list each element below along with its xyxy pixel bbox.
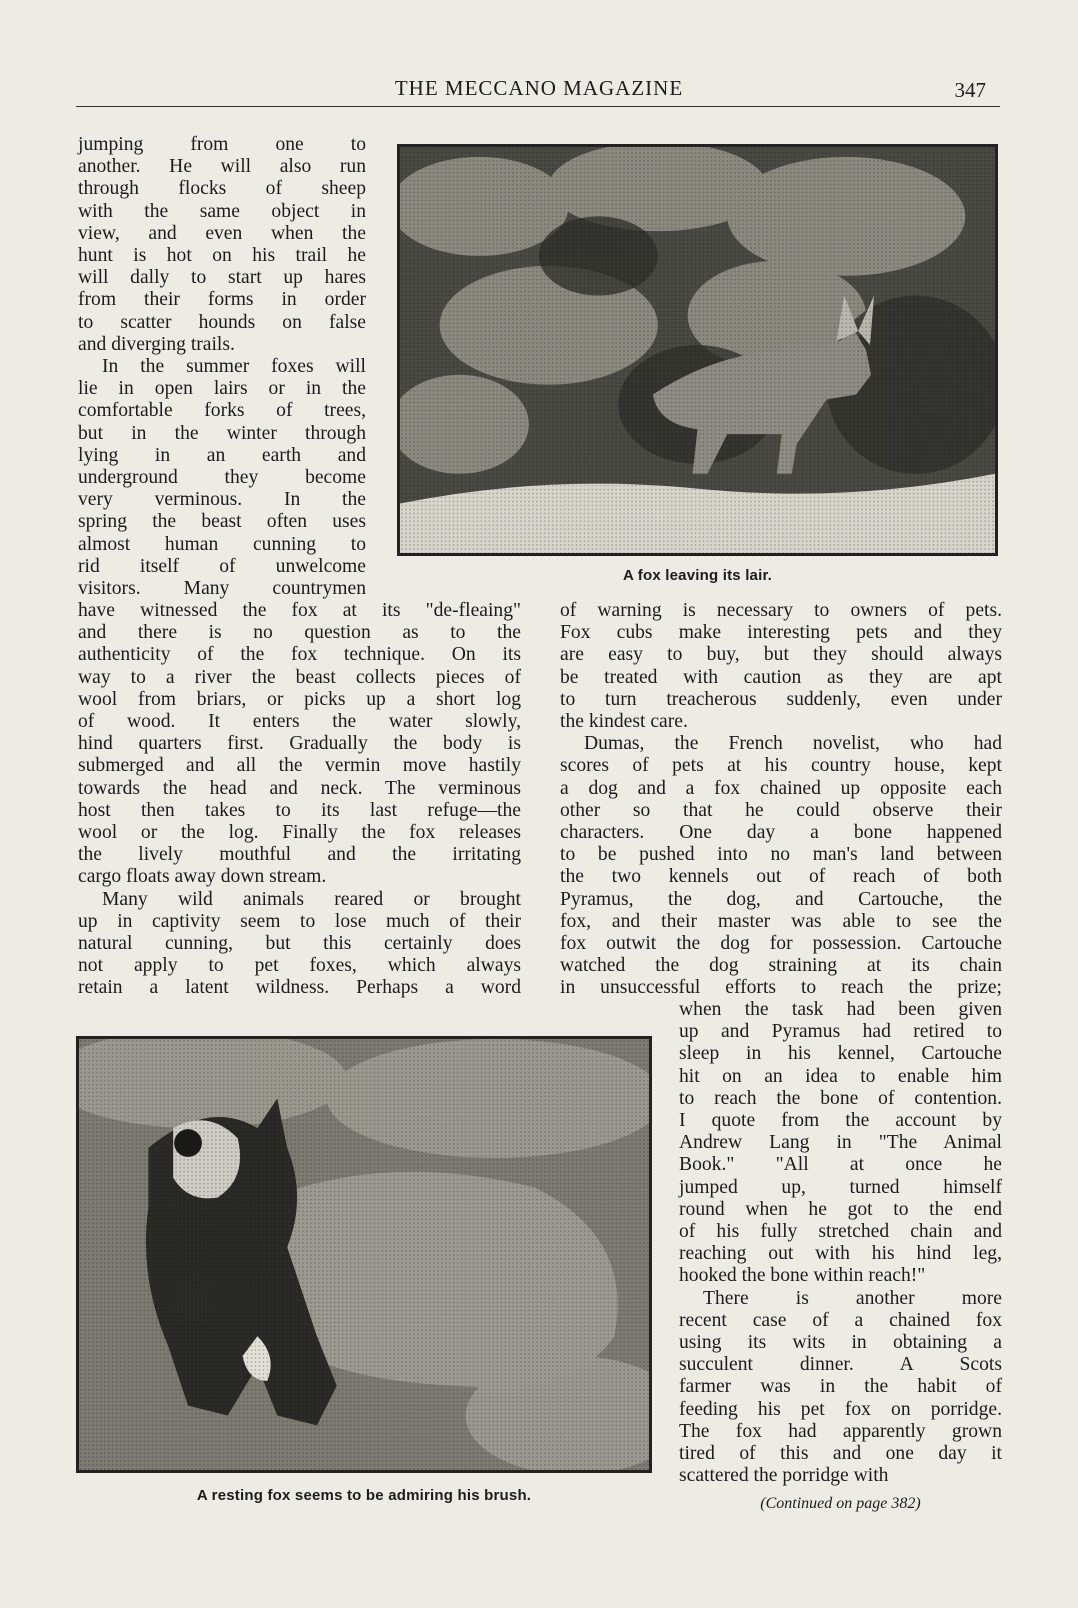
text-line: I quote from the account by bbox=[679, 1110, 1002, 1132]
text-line: the two kennels out of reach of both bbox=[560, 866, 1002, 888]
text-line: comfortable forks of trees, bbox=[78, 400, 366, 422]
text-line: of wood. It enters the water slowly, bbox=[78, 711, 521, 733]
text-line: other so that he could observe their bbox=[560, 799, 1002, 821]
text-line: jumping from one to bbox=[78, 134, 366, 155]
text-line: and there is no question as to the bbox=[78, 622, 521, 644]
text-line: hooked the bone within reach!" bbox=[679, 1265, 926, 1287]
text-line: in unsuccessful efforts to reach the prize; bbox=[560, 977, 1002, 999]
text-line: tired of this and one day it bbox=[679, 1443, 1002, 1465]
text-line: scattered the porridge with bbox=[679, 1465, 889, 1487]
text-line: almost human cunning to bbox=[78, 533, 366, 555]
text-line: underground they become bbox=[78, 467, 366, 489]
resting-fox-photo bbox=[76, 1036, 652, 1473]
text-line: but in the winter through bbox=[78, 422, 366, 444]
text-line: the kindest care. bbox=[560, 711, 688, 733]
text-line: hind quarters first. Gradually the body is bbox=[78, 733, 521, 755]
text-line: There is another more bbox=[703, 1287, 1002, 1309]
text-line: a dog and a fox chained up opposite each bbox=[560, 777, 1002, 799]
text-line: not apply to pet foxes, which always bbox=[78, 955, 521, 977]
text-line: fox, and their master was able to see the bbox=[560, 910, 1002, 932]
text-line: from their forms in order bbox=[78, 289, 366, 311]
text-line: towards the head and neck. The verminous bbox=[78, 777, 521, 799]
text-line: In the summer foxes will bbox=[102, 356, 366, 378]
text-line: submerged and all the vermin move hastily bbox=[78, 755, 521, 777]
text-line: will dally to start up hares bbox=[78, 267, 366, 289]
text-line: when the task had been given bbox=[679, 999, 1002, 1020]
text-line: fox outwit the dog for possession. Cartouche bbox=[560, 933, 1002, 955]
text-line: The fox had apparently grown bbox=[679, 1420, 1002, 1442]
text-line: are easy to buy, but they should always bbox=[560, 644, 1002, 666]
text-line: Pyramus, the dog, and Cartouche, the bbox=[560, 888, 1002, 910]
text-line: Book." "All at once he bbox=[679, 1154, 1002, 1176]
text-line: up in captivity seem to lose much of their bbox=[78, 910, 521, 932]
text-line: through flocks of sheep bbox=[78, 178, 366, 200]
text-line: jumped up, turned himself bbox=[679, 1176, 1002, 1198]
text-line: be treated with caution as they are apt bbox=[560, 666, 1002, 688]
top-photo-caption: A fox leaving its lair. bbox=[622, 567, 773, 584]
text-line: round when he got to the end bbox=[679, 1198, 1002, 1220]
text-line: retain a latent wildness. Perhaps a word bbox=[78, 977, 521, 999]
article-text-right-middle bbox=[560, 600, 1002, 1000]
text-line: wool from briars, or picks up a short log bbox=[78, 688, 521, 710]
text-line: succulent dinner. A Scots bbox=[679, 1354, 1002, 1376]
text-line: reaching out with his hind leg, bbox=[679, 1243, 1002, 1265]
text-line: view, and even when the bbox=[78, 222, 366, 244]
text-line: feeding his pet fox on porridge. bbox=[679, 1398, 1002, 1420]
text-line: lie in open lairs or in the bbox=[78, 378, 366, 400]
text-line: with the same object in bbox=[78, 200, 366, 222]
text-line: hit on an idea to enable him bbox=[679, 1065, 1002, 1087]
magazine-title: THE MECCANO MAGAZINE bbox=[394, 76, 684, 100]
text-line: Many wild animals reared or brought bbox=[102, 888, 521, 910]
text-line: spring the beast often uses bbox=[78, 511, 366, 533]
text-line: and diverging trails. bbox=[78, 333, 235, 355]
text-line: very verminous. In the bbox=[78, 489, 366, 511]
fox-leaving-lair-photo bbox=[397, 144, 998, 556]
text-line: cargo floats away down stream. bbox=[78, 866, 327, 888]
text-line: Fox cubs make interesting pets and they bbox=[560, 622, 1002, 644]
header-rule bbox=[76, 106, 1000, 107]
text-line: recent case of a chained fox bbox=[679, 1309, 1002, 1331]
text-line: have witnessed the fox at its "de-fleaing" bbox=[78, 600, 521, 621]
text-line: of warning is necessary to owners of pets. bbox=[560, 600, 1002, 621]
text-line: visitors. Many countrymen bbox=[78, 578, 366, 600]
text-line: characters. One day a bone happened bbox=[560, 822, 1002, 844]
text-line: lying in an earth and bbox=[78, 444, 366, 466]
text-line: authenticity of the fox technique. On its bbox=[78, 644, 521, 666]
text-line: watched the dog straining at its chain bbox=[560, 955, 1002, 977]
article-text-left-top bbox=[78, 134, 366, 600]
text-line: to be pushed into no man's land between bbox=[560, 844, 1002, 866]
text-line: Andrew Lang in "The Animal bbox=[679, 1132, 1002, 1154]
continued-note: (Continued on page 382) bbox=[760, 1495, 921, 1512]
text-line: using its wits in obtaining a bbox=[679, 1332, 1002, 1354]
text-line: way to a river the beast collects pieces of bbox=[78, 666, 521, 688]
text-line: natural cunning, but this certainly does bbox=[78, 933, 521, 955]
text-line: rid itself of unwelcome bbox=[78, 555, 366, 577]
text-line: Dumas, the French novelist, who had bbox=[584, 733, 1002, 755]
text-line: of his fully stretched chain and bbox=[679, 1221, 1002, 1243]
page-number: 347 bbox=[954, 78, 986, 102]
text-line: hunt is hot on his trail he bbox=[78, 245, 366, 267]
text-line: sleep in his kennel, Cartouche bbox=[679, 1043, 1002, 1065]
text-line: scores of pets at his country house, kept bbox=[560, 755, 1002, 777]
text-line: to reach the bone of contention. bbox=[679, 1087, 1002, 1109]
text-line: to turn treacherous suddenly, even under bbox=[560, 688, 1002, 710]
text-line: wool or the log. Finally the fox releases bbox=[78, 822, 521, 844]
article-text-left-middle bbox=[78, 600, 521, 1000]
bottom-photo-caption: A resting fox seems to be admiring his brush. bbox=[196, 1487, 532, 1504]
text-line: host then takes to its last refuge—the bbox=[78, 799, 521, 821]
text-line: the lively mouthful and the irritating bbox=[78, 844, 521, 866]
text-line: to scatter hounds on false bbox=[78, 311, 366, 333]
text-line: another. He will also run bbox=[78, 156, 366, 178]
text-line: farmer was in the habit of bbox=[679, 1376, 1002, 1398]
article-text-right-bottom bbox=[679, 999, 1002, 1487]
text-line: up and Pyramus had retired to bbox=[679, 1021, 1002, 1043]
